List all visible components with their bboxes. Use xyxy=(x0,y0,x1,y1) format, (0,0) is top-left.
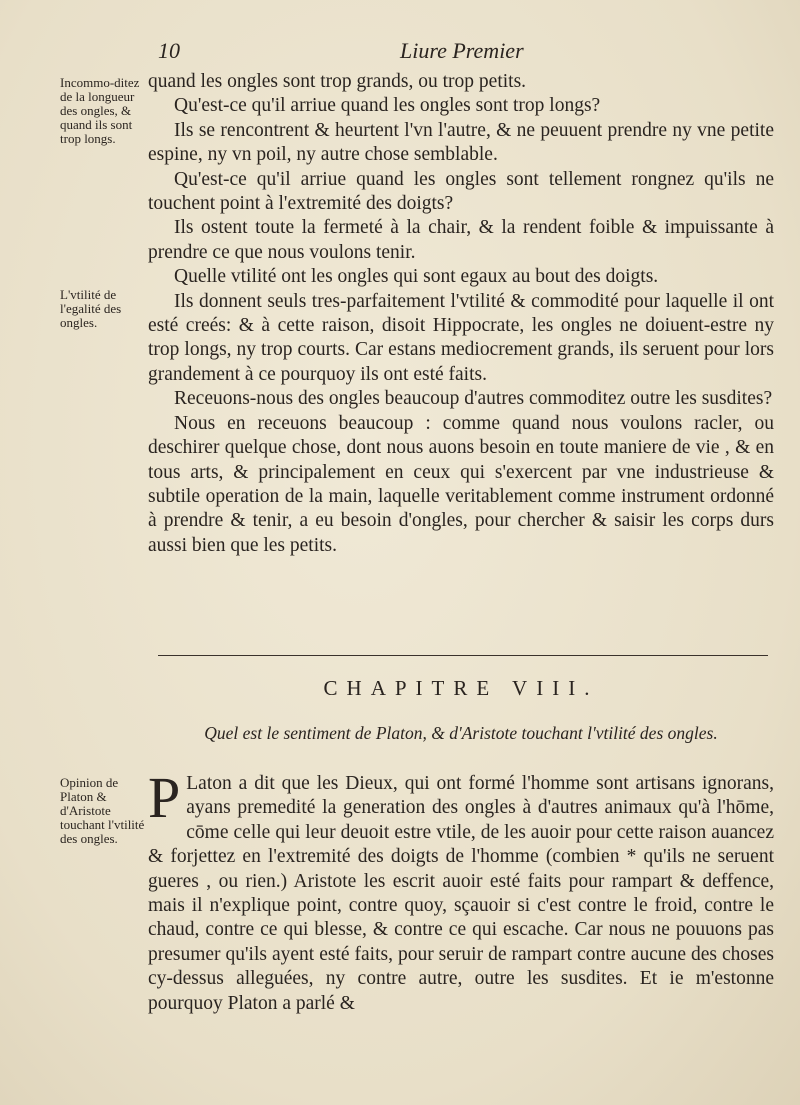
answer: Ils ostent toute la fermeté à la chair, & la rendent foible & impuissante à prendre ce que nous voulons tenir. xyxy=(148,217,774,263)
running-head xyxy=(150,38,770,66)
question: Receuons-nous des ongles beaucoup d'autres commoditez outre les susdites? xyxy=(174,388,773,410)
chapter-subtitle: Quel est le sentiment de Platon, & d'Aristote touchant l'vtilité des ongles. xyxy=(204,723,718,743)
section-divider xyxy=(158,655,768,656)
paragraph: quand les ongles sont trop grands, ou trop petits. xyxy=(148,71,527,92)
drop-cap: P xyxy=(148,765,181,830)
section-text xyxy=(148,70,774,558)
chapter-paragraph xyxy=(148,765,774,1016)
chapter-text xyxy=(148,765,774,1016)
answer: Nous en receuons beaucoup : comme quand nous voulons racler, ou deschirer quelque chose, dont nous auons besoin en toute maniere de vie , & en tous arts, & principalement en ceux qui s'exercent par vne industrieuse & subtile operation de la main, laquelle veritablement comme instrument ordonné à prendre & tenir, a eu besoin d'ongles, pour chercher & saisir les corps durs aussi bien que les petits. xyxy=(148,412,774,556)
chapter-body: Laton a dit que les Dieux, qui ont formé l'homme sont artisans ignorans, ayans premedité la generation des ongles à d'autres animaux qu'à l'hōme, cōme celle qui leur deuoit estre vtile, de les auoir pour cette raison auancez & forjettez en l'extremité des doigts de l'homme (combien * qu'ils ne seruent gueres , ou rien.) Aristote les escrit auoir esté faits pour rampart & deffence, mais il n'explique point, contre quoy, sçauoir si c'est contre le froid, contre le chaud, contre ce qui blesse, & contre ce qui escache. Car nous ne pouuons pas presumer qu'ils ayent esté faits, pour seruir de rampart contre aucune des choses cy-dessus alleguées, ny contre autre, outre les susdites. Et ie m'estonne pourquoy Platon a parlé & xyxy=(148,773,774,1014)
question: Quelle vtilité ont les ongles qui sont egaux au bout des doigts. xyxy=(174,266,659,288)
question: Qu'est-ce qu'il arriue quand les ongles sont tellement rongnez qu'ils ne touchent point à l'extremité des doigts? xyxy=(148,168,774,215)
page-number: 10 xyxy=(158,38,180,63)
margin-note-3: Opinion de Platon & d'Aristote touchant l'vtilité des ongles. xyxy=(60,775,145,846)
question: Qu'est-ce qu'il arriue quand les ongles sont trop longs? xyxy=(174,95,601,117)
margin-note-2: L'vtilité de l'egalité des ongles. xyxy=(60,287,122,330)
running-title: Liure Premier xyxy=(400,38,524,63)
answer: Ils donnent seuls tres-parfaitement l'vtilité & commodité pour laquelle il ont esté creés: & à cette raison, disoit Hippocrate, les ongles ne doiuent-estre ny trop longs, ny trop courts. Car estans mediocrement grands, ils seruent pour lors grandement à ce pourquoy ils ont esté faits. xyxy=(148,290,774,385)
margin-note-1: Incommo-ditez de la longueur des ongles, & quand ils sont trop longs. xyxy=(60,75,140,146)
chapter-heading: CHAPITRE VIII. xyxy=(323,676,599,700)
answer: Ils se rencontrent & heurtent l'vn l'autre, & ne peuuent prendre ny vne petite espine, ny vn poil, ny autre chose semblable. xyxy=(148,119,774,166)
